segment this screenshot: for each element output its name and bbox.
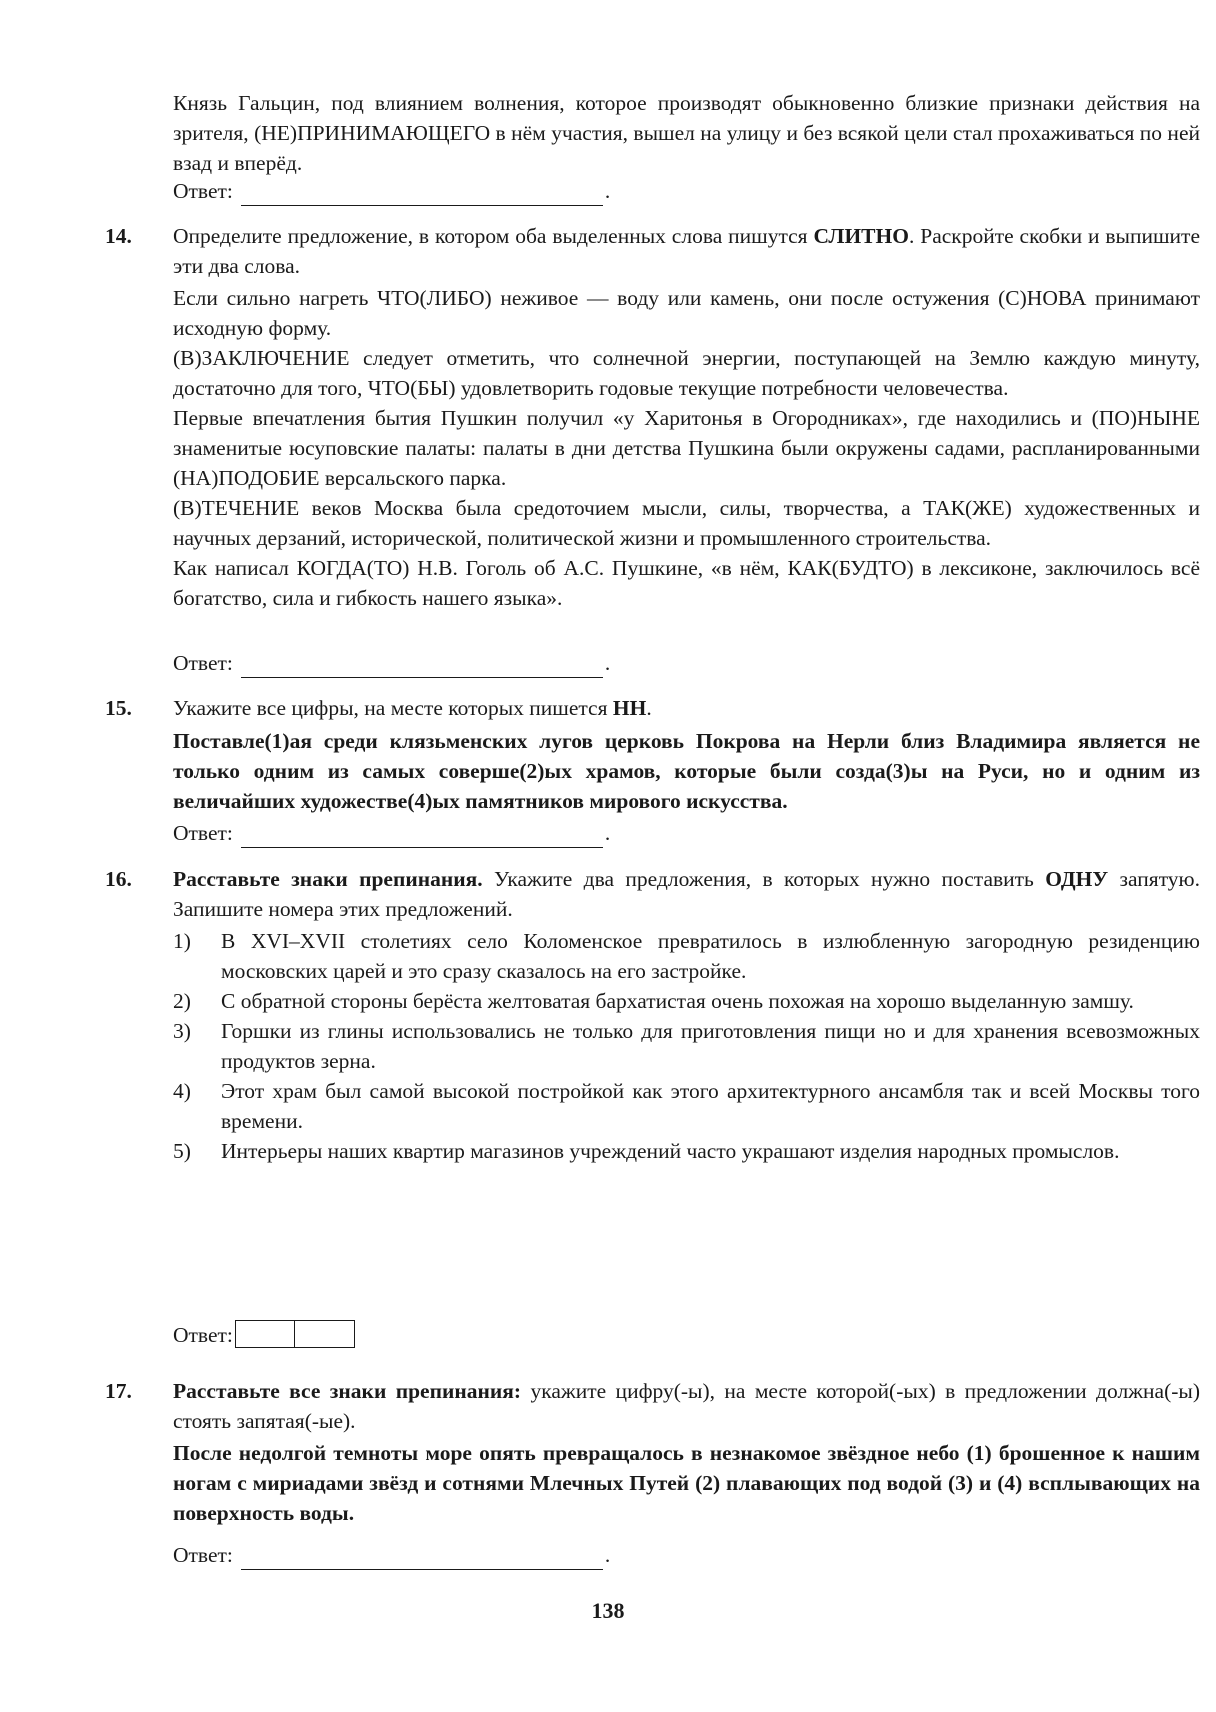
- list-item: [173, 926, 1200, 986]
- question-16-number: 16.: [105, 867, 132, 891]
- question-16-answer: [173, 1320, 355, 1350]
- intro-answer: Ответ: .: [173, 176, 610, 206]
- answer-label: Ответ:: [173, 1543, 233, 1567]
- sentence-3: Первые впечатления бытия Пушкин получил «у Харитонья в Огородниках», где находились и (ПО)НЫНЕ знаменитые юсуповские палаты: палаты в дни детства Пушкина были окружены садами, распланированными (НА)ПОДОБИЕ версальского парка.: [173, 406, 1200, 490]
- answer-field[interactable]: [241, 1547, 603, 1570]
- answer-field[interactable]: [241, 825, 603, 848]
- item-number: 2): [173, 989, 191, 1013]
- question-14-task: [173, 221, 1200, 281]
- question-16-task: [173, 864, 1200, 924]
- question-14-sentences: [173, 283, 1200, 613]
- question-17-task: [173, 1376, 1200, 1436]
- question-14-answer: Ответ: .: [173, 648, 610, 678]
- answer-box-1[interactable]: [235, 1320, 295, 1348]
- task-text: укажите цифру(-ы), на месте которой(-ых) в предложении должна(-ы) стоять запятая(-ые).: [173, 1379, 1201, 1433]
- item-text: Интерьеры наших квартир магазинов учреждений часто украшают изделия народных промыслов.: [221, 1139, 1120, 1163]
- task-text: Определите предложение, в котором оба выделенных слова пишутся: [173, 224, 808, 248]
- question-15-number: 15.: [105, 696, 132, 720]
- item-number: 1): [173, 929, 191, 953]
- task-text: Укажите все цифры, на месте которых пишется: [173, 696, 608, 720]
- item-text: Этот храм был самой высокой постройкой как этого архитектурного ансамбля так и всей Москвы того времени.: [221, 1079, 1200, 1133]
- sentence-1: Если сильно нагреть ЧТО(ЛИБО) неживое — воду или камень, они после остужения (С)НОВА принимают исходную форму.: [173, 286, 1200, 340]
- question-15-text: [173, 726, 1200, 816]
- task-text-end: запятую. Запишите номера этих предложений.: [173, 867, 1200, 921]
- intro-paragraph: [173, 88, 1200, 178]
- task-emphasis: Расставьте знаки препинания.: [173, 867, 483, 891]
- question-15-task: [173, 693, 1200, 723]
- item-number: 5): [173, 1139, 191, 1163]
- question-14-number: 14.: [105, 224, 132, 248]
- task-text-end: . Раскройте скобки и выпишите эти два слова.: [173, 224, 1200, 278]
- question-17-answer: Ответ: .: [173, 1540, 610, 1570]
- answer-field[interactable]: [241, 183, 603, 206]
- sentence-4: (В)ТЕЧЕНИЕ веков Москва была средоточием мысли, силы, творчества, а ТАК(ЖЕ) художественных и научных дерзаний, исторической, политической жизни и промышленного строительства.: [173, 496, 1200, 550]
- question-15-answer: Ответ: .: [173, 818, 610, 848]
- question-17-text: [173, 1438, 1200, 1528]
- page-number: 138: [591, 1598, 625, 1623]
- task-text-end: .: [646, 696, 652, 720]
- answer-box-2[interactable]: [295, 1320, 355, 1348]
- item-text: Горшки из глины использовались не только для приготовления пищи но и для хранения всевозможных продуктов зерна.: [221, 1019, 1200, 1073]
- answer-label: Ответ:: [173, 179, 233, 203]
- list-item: [173, 986, 1200, 1016]
- task-emphasis: СЛИТНО: [813, 224, 909, 248]
- answer-label: Ответ:: [173, 651, 233, 675]
- task-text: Укажите два предложения, в которых нужно поставить: [482, 867, 1046, 891]
- item-text: В XVI–XVII столетиях село Коломенское превратилось в излюбленную загородную резиденцию московских царей и это сразу сказалось на его застройке.: [221, 929, 1200, 983]
- task-emphasis: НН: [612, 696, 647, 720]
- question-16-options: [173, 926, 1200, 1166]
- task-emphasis-2: ОДНУ: [1045, 867, 1109, 891]
- question-17-number: 17.: [105, 1379, 132, 1403]
- item-number: 4): [173, 1079, 191, 1103]
- list-item: [173, 1076, 1200, 1136]
- sentence-5: Как написал КОГДА(ТО) Н.В. Гоголь об А.С. Пушкине, «в нём, КАК(БУДТО) в лексиконе, заключилось всё богатство, сила и гибкость нашего языка».: [173, 556, 1200, 610]
- item-text: С обратной стороны берёста желтоватая бархатистая очень похожая на хорошо выделанную замшу.: [221, 989, 1134, 1013]
- item-number: 3): [173, 1019, 191, 1043]
- answer-field[interactable]: [241, 655, 603, 678]
- answer-label: Ответ:: [173, 821, 233, 845]
- question-17-sentence: После недолгой темноты море опять превращалось в незнакомое звёздное небо (1) брошенное к нашим ногам с мириадами звёзд и сотнями Млечных Путей (2) плавающих под водой (3) и (4) всплывающих на поверхность воды.: [173, 1441, 1200, 1525]
- answer-boxes: [235, 1320, 355, 1348]
- list-item: [173, 1136, 1200, 1166]
- intro-text: Князь Гальцин, под влиянием волнения, которое производят обыкновенно близкие признаки действия на зрителя, (НЕ)ПРИНИМАЮЩЕГО в нём участия, вышел на улицу и без всякой цели стал прохаживаться по ней взад и вперёд.: [173, 91, 1200, 175]
- answer-label: Ответ:: [173, 1323, 233, 1347]
- sentence-2: (В)ЗАКЛЮЧЕНИЕ следует отметить, что солнечной энергии, поступающей на Землю каждую минуту, достаточно для того, ЧТО(БЫ) удовлетворить годовые текущие потребности человечества.: [173, 346, 1200, 400]
- task-emphasis: Расставьте все знаки препинания:: [173, 1379, 522, 1403]
- list-item: [173, 1016, 1200, 1076]
- question-15-sentence: Поставле(1)ая среди клязьменских лугов церковь Покрова на Нерли близ Владимира является не только одним из самых соверше(2)ых храмов, которые были созда(3)ы на Руси, но и одним из величайших художестве(4)ых памятников мирового искусства.: [173, 729, 1200, 813]
